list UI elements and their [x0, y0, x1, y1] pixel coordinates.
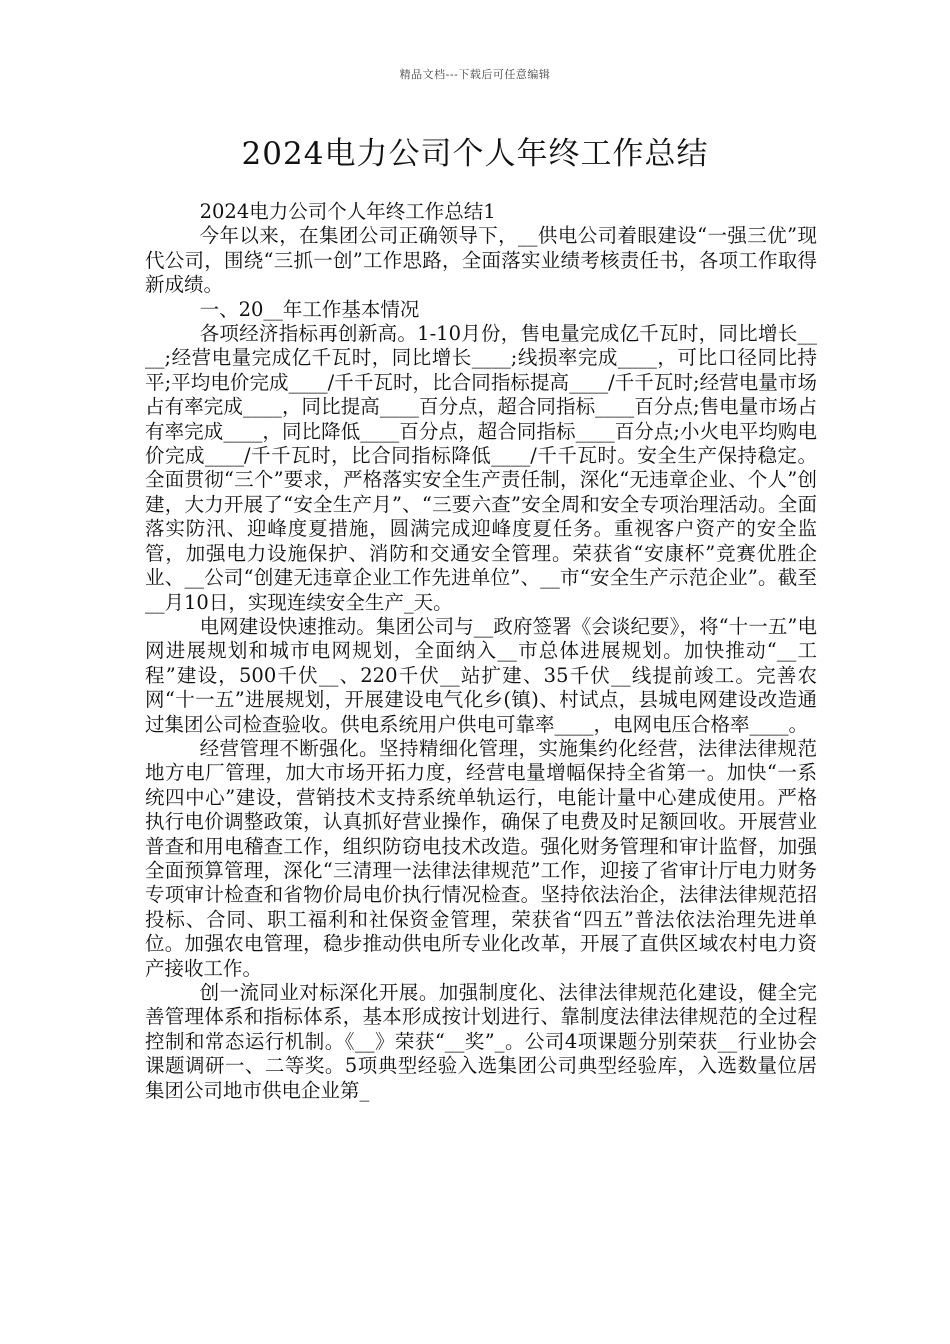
body-paragraph: 创一流同业对标深化开展。加强制度化、法律法律规范化建设，健全完善管理体系和指标体系，基本形成按计划进行、靠制度法律法律规范的全过程控制和常态运行机制。《__》荣获“__奖”_。公司4项课题分别荣获__行业协会课题调研一、二等奖。5项典型经验入选集团公司典型经验库，入选数量位居集团公司地市供电企业第_: [145, 981, 817, 1102]
document-body: [145, 200, 817, 1103]
section-heading: 一、20__年工作基本情况: [199, 297, 420, 321]
body-paragraph: 各项经济指标再创新高。1-10月份，售电量完成亿千瓦时，同比增长____;经营电量完成亿千瓦时，同比增长____;线损率完成____，可比口径同比持平;平均电价完成____/千千瓦时，比合同指标提高____/千千瓦时;经营电量市场占有率完成____，同比提高____百分点，超合同指标____百分点;售电量市场占有率完成____，同比降低____百分点，超合同指标____百分点;小火电平均购电价完成____/千千瓦时，比合同指标降低____/千千瓦时。安全生产保持稳定。全面贯彻“三个”要求，严格落实安全生产责任制，深化“无违章企业、个人”创建，大力开展了“安全生产月”、“三要六查”安全周和安全专项治理活动。全面落实防汛、迎峰度夏措施，圆满完成迎峰度夏任务。重视客户资产的安全监管，加强电力设施保护、消防和交通安全管理。荣获省“安康杯”竞赛优胜企业、__公司“创建无违章企业工作先进单位”、__市“安全生产示范企业”。截至__月10日，实现连续安全生产_天。: [145, 322, 817, 614]
body-paragraph: 电网建设快速推动。集团公司与__政府签署《会谈纪要》，将“十一五”电网进展规划和城市电网规划，全面纳入__市总体进展规划。加快推动“__工程”建设，500千伏__、220千伏__站扩建、35千伏__线提前竣工。完善农网“十一五”进展规划，开展建设电气化乡(镇)、村试点，县城电网建设改造通过集团公司检查验收。供电系统用户供电可靠率____，电网电压合格率____。: [145, 614, 817, 736]
header-note: 精品文档---下载后可任意编辑: [399, 68, 551, 81]
intro-paragraph: 今年以来，在集团公司正确领导下，__供电公司着眼建设“一强三优”现代公司，围绕“三抓一创”工作思路，全面落实业绩考核责任书，各项工作取得新成绩。: [145, 224, 817, 297]
body-paragraph: 经营管理不断强化。坚持精细化管理，实施集约化经营，法律法律规范地方电厂管理，加大市场开拓力度，经营电量增幅保持全省第一。加快“一系统四中心”建设，营销技术支持系统单轨运行，电能计量中心建成使用。严格执行电价调整政策，认真抓好营业操作，确保了电费及时足额回收。开展营业普查和用电稽查工作，组织防窃电技术改造。强化财务管理和审计监督，加强全面预算管理，深化“三清理一法律法律规范”工作，迎接了省审计厅电力财务专项审计检查和省物价局电价执行情况检查。坚持依法治企，法律法律规范招投标、合同、职工福利和社保资金管理，荣获省“四五”普法依法治理先进单位。加强农电管理，稳步推动供电所专业化改革，开展了直供区域农村电力资产接收工作。: [145, 736, 817, 980]
document-title: 2024电力公司个人年终工作总结: [241, 136, 709, 172]
subtitle-paragraph: 2024电力公司个人年终工作总结1: [199, 200, 496, 223]
